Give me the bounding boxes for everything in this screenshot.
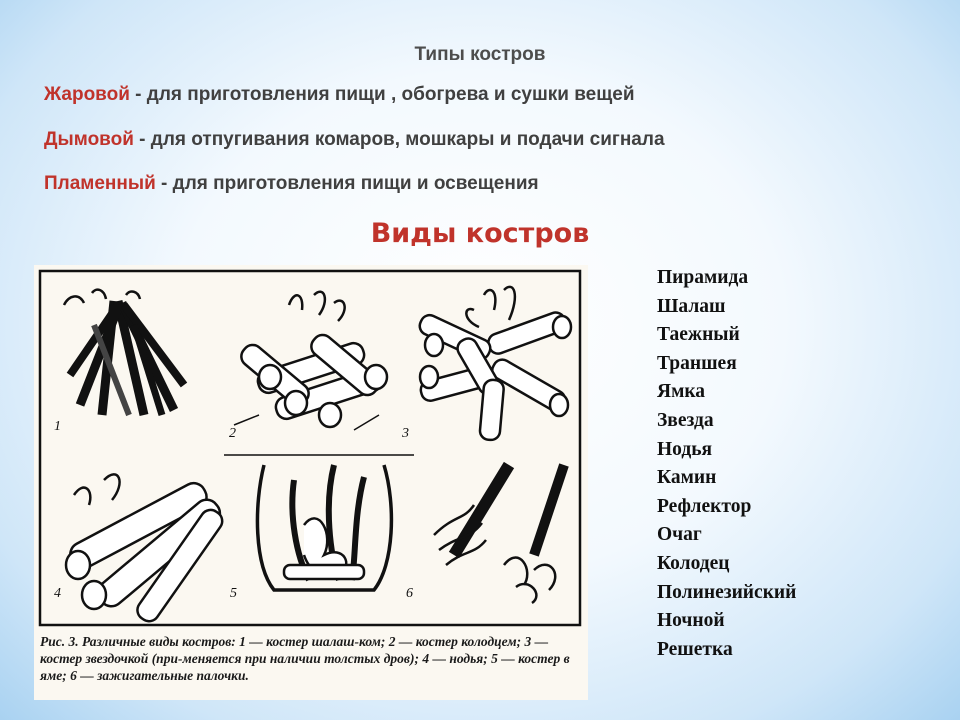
- fire-illustration-3: [417, 287, 571, 441]
- fire-type-name: Дымовой: [44, 129, 134, 150]
- panel-number-3: 3: [402, 426, 409, 441]
- campfire-figure: [34, 265, 588, 700]
- slide-title: Типы костров: [414, 44, 546, 65]
- fire-type-desc: - для отпугивания комаров, мошкары и подачи сигнала: [133, 129, 665, 150]
- panel-number-6: 6: [406, 586, 413, 601]
- list-item: Пирамида: [657, 267, 749, 288]
- fire-illustration-2: [234, 292, 387, 430]
- fire-type-line-3: [44, 173, 539, 195]
- fire-illustration-5: [224, 455, 414, 590]
- fire-type-line-1: [44, 84, 635, 106]
- list-item: Звезда: [657, 409, 714, 431]
- fire-type-line-2: [44, 129, 665, 151]
- panel-number-5: 5: [230, 586, 237, 601]
- list-item: Ямка: [657, 381, 706, 403]
- fire-type-name: Пламенный: [44, 173, 156, 194]
- list-item: Рефлектор: [657, 495, 752, 517]
- list-item: Полинезийский: [657, 581, 797, 603]
- figure-caption: Рис. 3. Различные виды костров: 1 — костер шалаш-ком; 2 — костер колодцем; 3 — костер звездочкой (при-меняется при наличии толстых дров); 4 — нодья; 5 — костер в яме; 6 — зажигательные палочки.: [40, 634, 570, 683]
- fire-illustration-6: [434, 465, 564, 603]
- panel-number-4: 4: [54, 586, 61, 601]
- list-item: Шалаш: [657, 295, 726, 317]
- fire-illustration-4: [66, 474, 226, 625]
- fire-kinds-list: [657, 264, 796, 664]
- fire-type-desc: - для приготовления пищи и освещения: [155, 173, 539, 194]
- fire-illustration-1: [64, 290, 184, 415]
- list-item: Ночной: [657, 610, 725, 632]
- list-item: Очаг: [657, 524, 702, 546]
- list-item: Нодья: [657, 438, 713, 460]
- panel-number-1: 1: [54, 419, 61, 434]
- list-item: Камин: [657, 467, 717, 489]
- fire-type-desc: - для приготовления пищи , обогрева и сушки вещей: [129, 84, 635, 105]
- section-subtitle: Виды костров: [370, 218, 590, 249]
- list-item: Колодец: [657, 552, 730, 574]
- list-item: Таежный: [657, 324, 740, 346]
- list-item: Решетка: [657, 638, 733, 660]
- fire-type-name: Жаровой: [44, 84, 130, 105]
- panel-number-2: 2: [229, 426, 236, 441]
- list-item: Траншея: [657, 352, 737, 374]
